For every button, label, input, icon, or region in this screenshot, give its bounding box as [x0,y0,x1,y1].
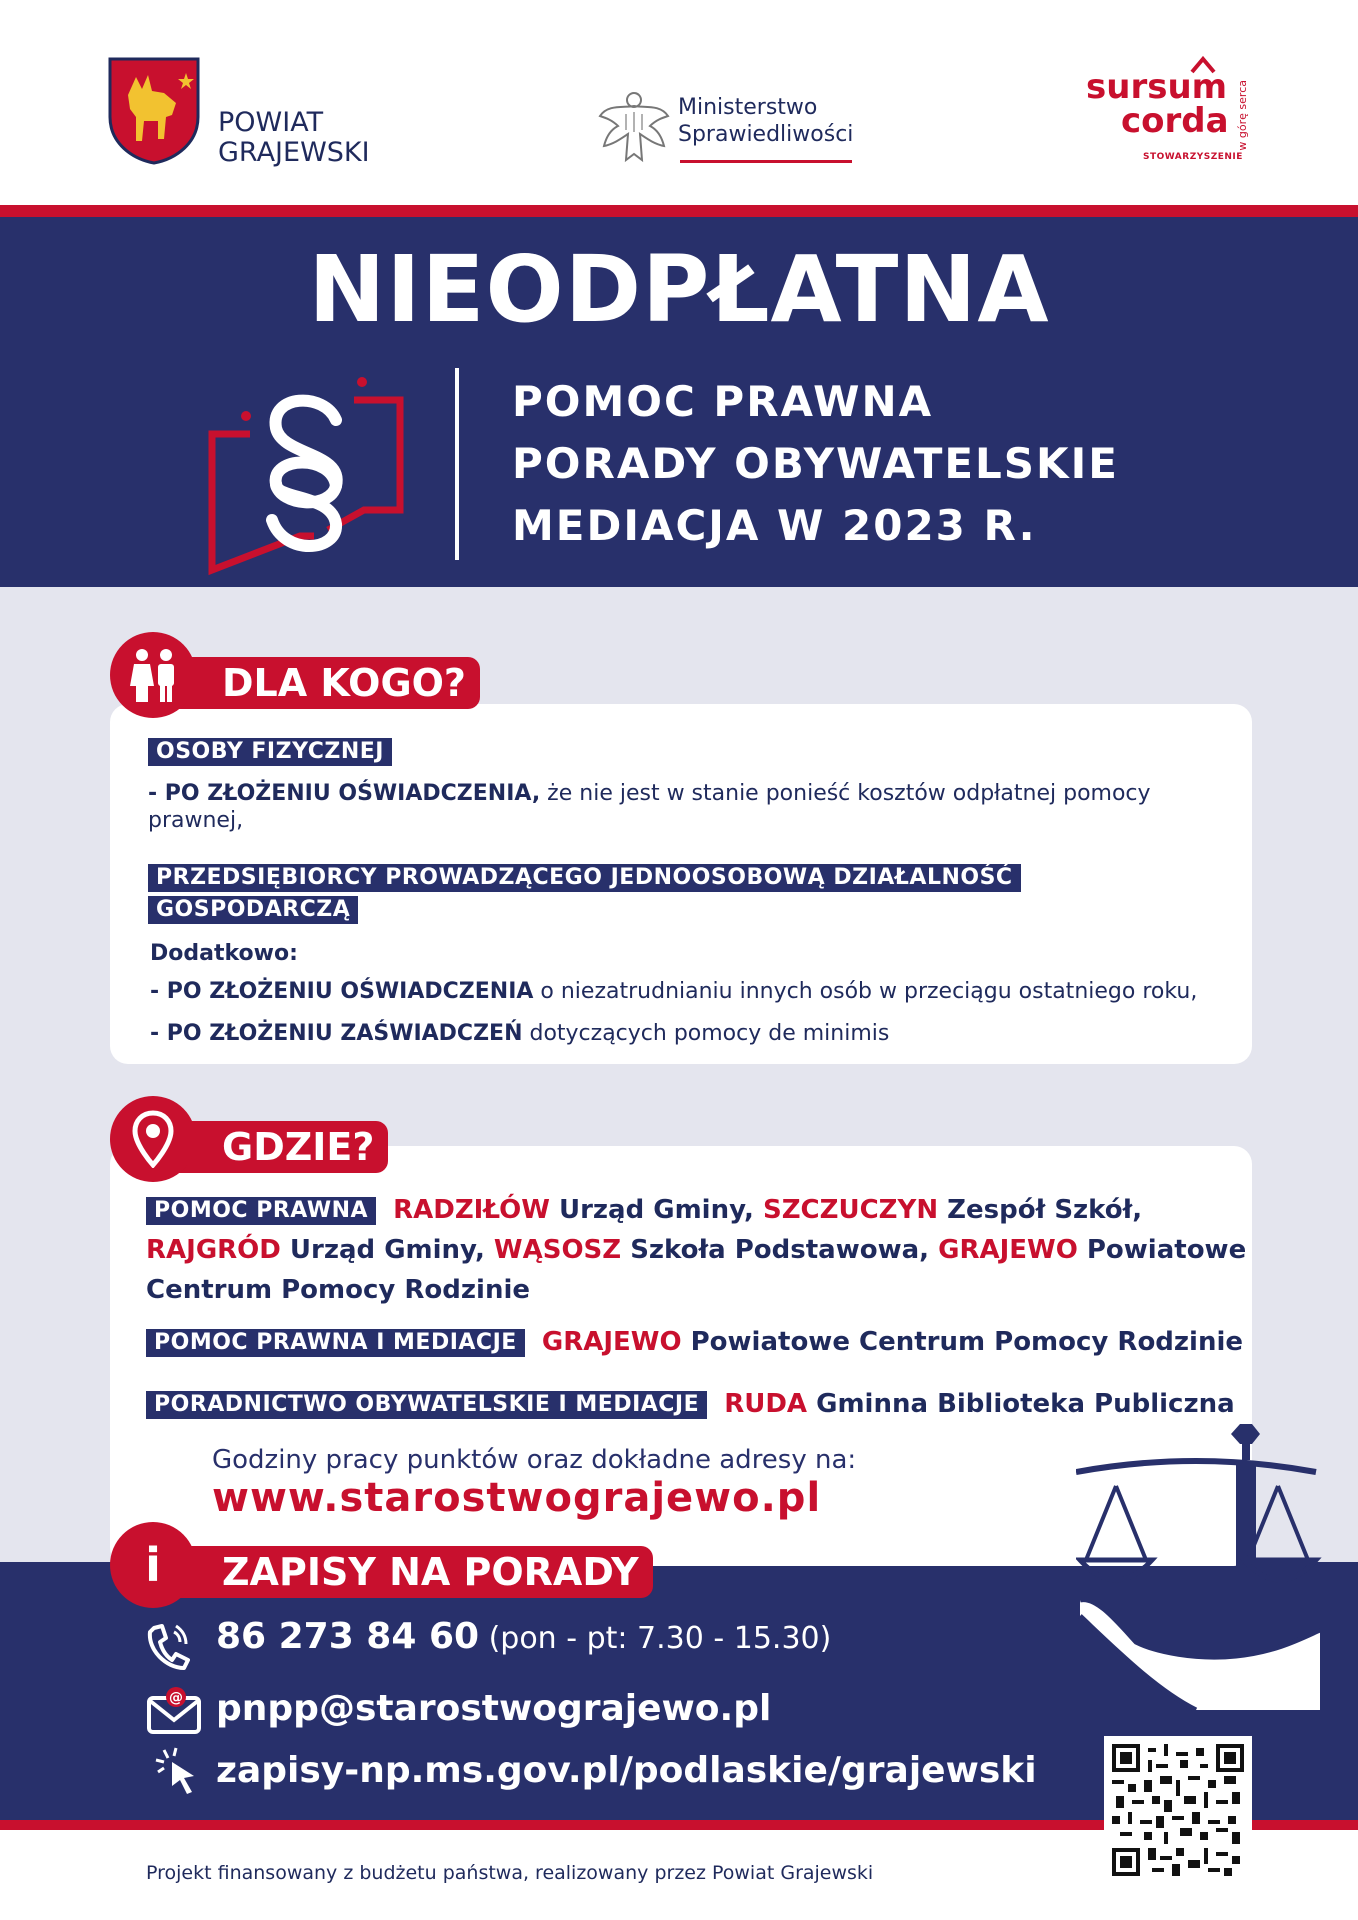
sursum-word: sursum [1086,67,1228,107]
hero-line-mediation: MEDIACJA W 2023 R. [512,501,1037,550]
where-mediation-row [146,1322,1243,1362]
hours-text: Godziny pracy punktów oraz dokładne adresy na: [212,1445,857,1475]
hero-divider [455,368,459,560]
corda-word: corda [1121,101,1229,141]
place-radzilow: Urząd Gminy, [549,1195,763,1225]
powiat-name [218,108,370,168]
town-wasosz: WĄSOSZ [493,1235,622,1265]
place-szczuczyn: Zespół Szkół, [938,1195,1143,1225]
qr-code-icon [1112,1744,1244,1876]
phone-row [216,1616,831,1657]
place-grajewo-2: Centrum Pomocy Rodzinie [146,1275,531,1305]
who-paragraph-2 [150,978,1240,1005]
who-tag-entrepreneur-wrap [148,864,1021,924]
powiat-line1: POWIAT [218,107,324,138]
ministry-line2: Sprawiedliwości [678,122,854,147]
polish-eagle-icon [596,86,672,166]
town-grajewo: GRAJEWO [938,1235,1078,1265]
ministry-name [678,94,853,148]
town-ruda: RUDA [724,1389,808,1419]
who-tag-individuals-wrap [148,738,392,766]
who-p1-rest: że nie jest w stanie ponieść kosztów odpłatnej pomocy prawnej, [148,781,1151,833]
town-szczuczyn: SZCZUCZYN [762,1195,939,1225]
red-divider [0,205,1358,217]
place-rajgrod: Urząd Gminy, [280,1235,494,1265]
funding-note: Projekt finansowany z budżetu państwa, realizowany przez Powiat Grajewski [146,1862,874,1884]
tag-legal-aid: POMOC PRAWNA [146,1197,376,1225]
place-wasosz: Szkoła Podstawowa, [621,1235,939,1265]
svg-text:@: @ [169,1690,183,1706]
tag-individuals: OSOBY FIZYCZNEJ [148,738,392,766]
who-paragraph-3 [150,1020,889,1047]
where-heading: GDZIE? [166,1121,388,1173]
phone-icon [146,1622,190,1670]
tag-legal-aid-mediation: POMOC PRAWNA I MEDIACJE [146,1329,525,1357]
who-heading: DLA KOGO? [166,657,480,709]
place-grajewo-1: Powiatowe [1077,1235,1247,1265]
info-icon: i [145,1538,161,1592]
place-ruda: Gminna Biblioteka Publiczna [807,1389,1235,1419]
signup-url[interactable]: zapisy-np.ms.gov.pl/podlaskie/grajewski [216,1750,1037,1791]
who-p3-rest: dotyczących pomocy de minimis [522,1021,890,1046]
who-p3-bold: - PO ZŁOŻENIU ZAŚWIADCZEŃ [150,1021,523,1046]
cursor-click-icon [154,1746,204,1796]
qr-code[interactable] [1104,1736,1252,1884]
where-legal-aid-list [146,1190,1246,1310]
who-p2-bold: - PO ZŁOŻENIU OŚWIADCZENIA [150,979,534,1004]
town-grajewo-2: GRAJEWO [541,1327,682,1357]
website-link[interactable]: www.starostwograjewo.pl [212,1475,822,1521]
tag-entrepreneur-line2: GOSPODARCZĄ [148,896,358,924]
powiat-line2: GRAJEWSKI [218,137,370,168]
sursum-association-label: STOWARZYSZENIE [1143,152,1243,162]
email-icon [146,1686,202,1736]
powiat-coat-of-arms-icon [106,55,202,165]
hero-line-civic-advice: PORADY OBYWATELSKIE [512,439,1119,488]
location-pin-icon [132,1110,174,1168]
paragraph-sign-icon [204,360,414,580]
who-p2-rest: o niezatrudnianiu innych osób w przeciągu ostatniego roku, [533,979,1198,1004]
signup-heading: ZAPISY NA PORADY [166,1546,653,1598]
sursum-tagline: w górę serca [1236,80,1249,151]
ministry-line1: Ministerstwo [678,95,818,120]
who-paragraph-1 [148,780,1218,834]
town-rajgrod: RAJGRÓD [146,1235,281,1265]
who-p1-bold: - PO ZŁOŻENIU OŚWIADCZENIA, [148,781,541,806]
people-icon [128,648,180,704]
town-radzilow: RADZIŁÓW [393,1195,550,1225]
email-address[interactable]: pnpp@starostwograjewo.pl [216,1688,772,1729]
hero-title: NIEODPŁATNA [308,236,1050,343]
tag-entrepreneur-line1: PRZEDSIĘBIORCY PROWADZĄCEGO JEDNOOSOBOWĄ DZIAŁALNOŚĆ [148,864,1021,892]
tag-civic-mediation: PORADNICTWO OBYWATELSKIE I MEDIACJE [146,1391,707,1419]
place-grajewo-3: Powiatowe Centrum Pomocy Rodzinie [681,1327,1244,1357]
ministry-underline [680,160,852,163]
where-civic-row [146,1384,1235,1424]
hero-line-legal-aid: POMOC PRAWNA [512,377,934,426]
who-extra-label: Dodatkowo: [150,941,298,966]
info-badge [110,1522,196,1608]
scales-in-hand-icon [1076,1420,1326,1720]
phone-hours: (pon - pt: 7.30 - 15.30) [479,1621,832,1656]
phone-number[interactable]: 86 273 84 60 [216,1616,480,1657]
